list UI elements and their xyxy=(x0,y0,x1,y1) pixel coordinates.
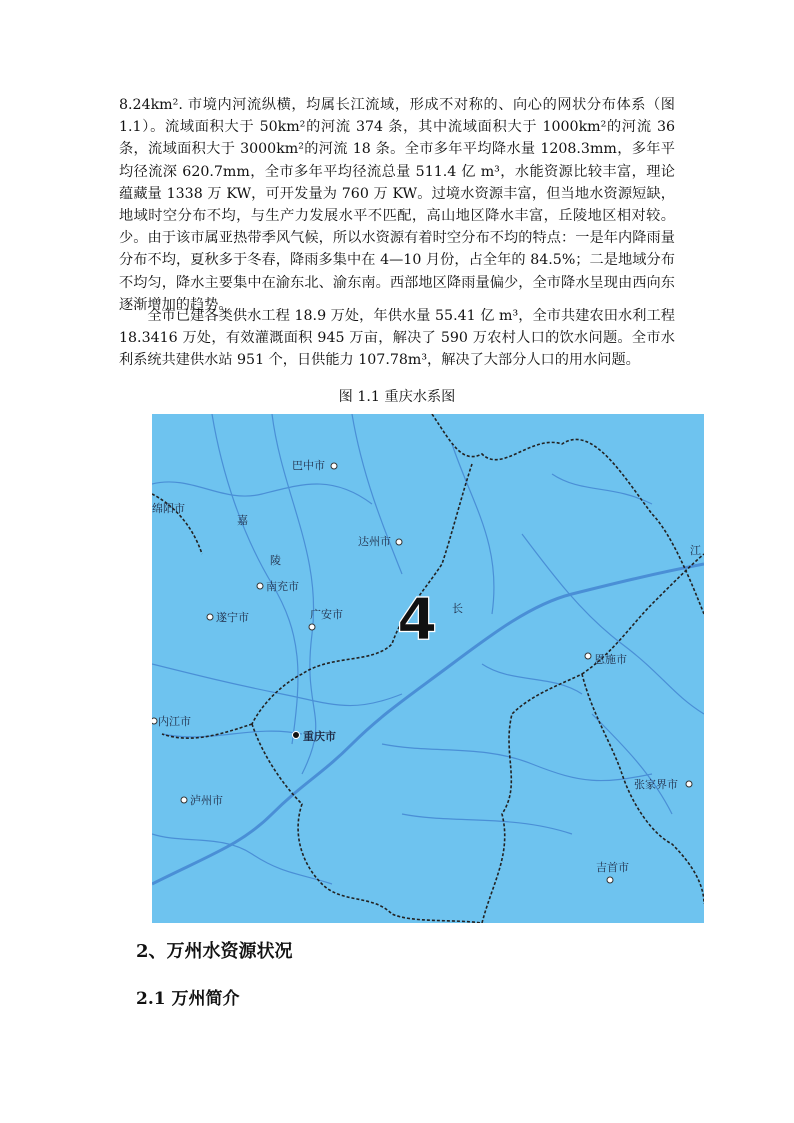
city-nanchong: 南充市 xyxy=(266,580,299,593)
water-supply-paragraph: 全市已建各类供水工程 18.9 万处，年供水量 55.41 亿 m³，全市共建农田水利工程 18.3416 万处，有效灌溉面积 945 万亩，解决了 590 万农村人口的饮水问题。全市水利系统共建供水站 951 个，日供能力 107.78m³，解决了大部分人口的用水问题。 xyxy=(119,308,675,369)
city-dot xyxy=(152,718,157,724)
map-glyph-chang: 长 xyxy=(452,602,463,615)
city-dot xyxy=(181,797,187,803)
city-dazhou: 达州市 xyxy=(358,535,391,548)
city-guangan: 广安市 xyxy=(310,608,343,621)
city-chongqing: 重庆市 xyxy=(303,730,336,743)
city-neijiang: 内江市 xyxy=(158,715,191,728)
city-mianyang: 绵阳市 xyxy=(152,502,185,515)
city-enshi: 恩施市 xyxy=(594,653,627,666)
section-heading: 2、万州水资源状况 xyxy=(136,941,293,962)
city-dot xyxy=(585,653,591,659)
city-luzhou: 泸州市 xyxy=(190,794,223,807)
city-zhangjiajie: 张家界市 xyxy=(634,778,678,791)
city-dot xyxy=(331,463,337,469)
subsection-heading: 2.1 万州简介 xyxy=(136,989,240,1009)
city-dot xyxy=(257,583,263,589)
city-dot xyxy=(607,877,613,883)
city-dot xyxy=(309,624,315,630)
region-number-label: 4 xyxy=(397,585,438,653)
map-glyph-jia: 嘉 xyxy=(237,514,248,527)
city-dot-capital xyxy=(293,732,300,739)
map-glyph-jiang-east: 江 xyxy=(690,544,701,557)
city-dot xyxy=(686,781,692,787)
city-dot xyxy=(207,614,213,620)
city-dot xyxy=(396,539,402,545)
chongqing-water-system-map xyxy=(152,414,704,923)
city-bazhong: 巴中市 xyxy=(292,459,325,472)
city-suining: 遂宁市 xyxy=(216,611,249,624)
city-jishou: 吉首市 xyxy=(596,861,629,874)
intro-paragraph: 8.24km². 市境内河流纵横，均属长江流域，形成不对称的、向心的网状分布体系（图 1.1）。流域面积大于 50km²的河流 374 条，其中流域面积大于 1000km²的河流 36 条，流域面积大于 3000km²的河流 18 条。全市多年平均降水量 1208.3mm，多年平均径流深 620.7mm，全市多年平均径流总量 511.4 亿 m³，水能资源比较丰富，理论蕴藏量 1338 万 KW，可开发量为 760 万 KW。过境水资源丰富，但当地水资源短缺，地域时空分布不均，与生产力发展水平不匹配，高山地区降水丰富，丘陵地区相对较。少。由于该市属亚热带季风气候，所以水资源有着时空分布不均的特点：一是年内降雨量分布不均，夏秋多于冬春，降雨多集中在 4—10 月份，占全年的 84.5%；二是地域分布不均匀，降水主要集中在渝东北、渝东南。西部地区降雨量偏少，全市降水呈现由西向东逐渐增加的趋势。 xyxy=(119,97,675,313)
map-background xyxy=(152,414,704,923)
map-glyph-ling: 陵 xyxy=(270,554,281,567)
figure-caption: 图 1.1 重庆水系图 xyxy=(338,389,456,405)
